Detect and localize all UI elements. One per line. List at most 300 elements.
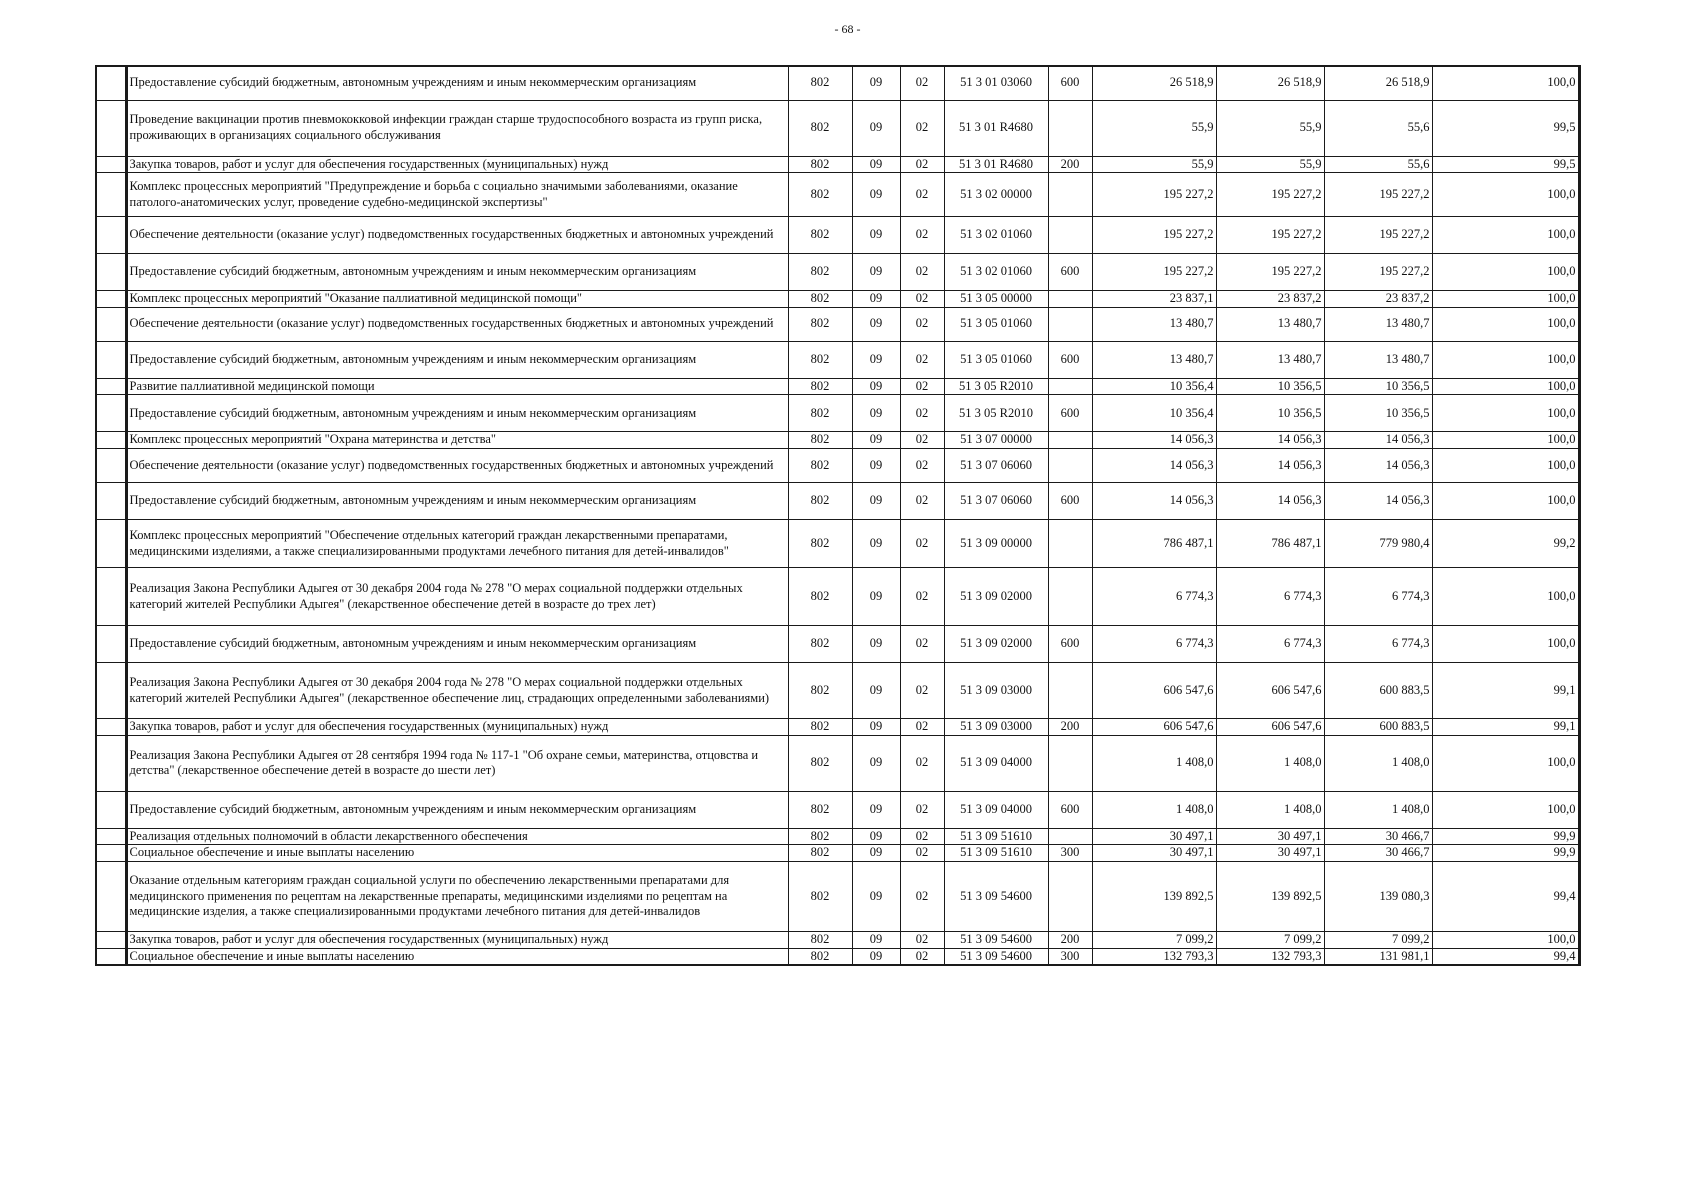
approved-amount: 1 408,0 — [1092, 735, 1216, 791]
section-code: 09 — [852, 378, 900, 395]
table-row — [96, 483, 1579, 520]
table-row — [96, 66, 1579, 100]
table-row — [96, 568, 1579, 626]
item-name: Обеспечение деятельности (оказание услуг) подведомственных государственных бюджетных и автономных учреждений — [126, 449, 788, 483]
target-article-code: 51 3 09 51610 — [944, 828, 1048, 845]
target-article-code: 51 3 05 R2010 — [944, 378, 1048, 395]
approved-amount: 195 227,2 — [1092, 173, 1216, 217]
execution-percent: 100,0 — [1432, 931, 1579, 948]
admin-code: 802 — [788, 483, 852, 520]
admin-code: 802 — [788, 931, 852, 948]
refined-amount: 195 227,2 — [1216, 173, 1324, 217]
item-name: Предоставление субсидий бюджетным, автономным учреждениям и иным некоммерческим организациям — [126, 483, 788, 520]
executed-amount: 6 774,3 — [1324, 568, 1432, 626]
subsection-code: 02 — [900, 663, 944, 719]
table-row — [96, 626, 1579, 663]
subsection-code: 02 — [900, 735, 944, 791]
item-name: Реализация Закона Республики Адыгея от 30 декабря 2004 года № 278 "О мерах социальной поддержки отдельных категорий жителей Республики Адыгея" (лекарственное обеспечение лиц, страдающих определенными заболеваниями) — [126, 663, 788, 719]
subsection-code: 02 — [900, 217, 944, 254]
expense-type-code: 200 — [1048, 156, 1092, 173]
subsection-code: 02 — [900, 66, 944, 100]
executed-amount: 55,6 — [1324, 100, 1432, 156]
admin-code: 802 — [788, 663, 852, 719]
approved-amount: 55,9 — [1092, 100, 1216, 156]
row-gutter — [96, 449, 126, 483]
row-gutter — [96, 378, 126, 395]
target-article-code: 51 3 07 06060 — [944, 483, 1048, 520]
item-name: Предоставление субсидий бюджетным, автономным учреждениям и иным некоммерческим организациям — [126, 254, 788, 291]
execution-percent: 100,0 — [1432, 395, 1579, 432]
table-row — [96, 254, 1579, 291]
table-row — [96, 432, 1579, 449]
table-row — [96, 449, 1579, 483]
section-code: 09 — [852, 735, 900, 791]
item-name: Закупка товаров, работ и услуг для обеспечения государственных (муниципальных) нужд — [126, 931, 788, 948]
row-gutter — [96, 735, 126, 791]
approved-amount: 6 774,3 — [1092, 568, 1216, 626]
refined-amount: 606 547,6 — [1216, 663, 1324, 719]
admin-code: 802 — [788, 845, 852, 862]
section-code: 09 — [852, 520, 900, 568]
refined-amount: 1 408,0 — [1216, 791, 1324, 828]
admin-code: 802 — [788, 156, 852, 173]
admin-code: 802 — [788, 378, 852, 395]
execution-percent: 99,4 — [1432, 948, 1579, 965]
table-row — [96, 156, 1579, 173]
executed-amount: 13 480,7 — [1324, 341, 1432, 378]
admin-code: 802 — [788, 395, 852, 432]
admin-code: 802 — [788, 520, 852, 568]
target-article-code: 51 3 09 51610 — [944, 845, 1048, 862]
section-code: 09 — [852, 663, 900, 719]
target-article-code: 51 3 02 01060 — [944, 254, 1048, 291]
target-article-code: 51 3 05 01060 — [944, 341, 1048, 378]
section-code: 09 — [852, 217, 900, 254]
execution-percent: 100,0 — [1432, 449, 1579, 483]
executed-amount: 1 408,0 — [1324, 735, 1432, 791]
expense-type-code — [1048, 520, 1092, 568]
section-code: 09 — [852, 395, 900, 432]
execution-percent: 100,0 — [1432, 735, 1579, 791]
row-gutter — [96, 66, 126, 100]
item-name: Комплекс процессных мероприятий "Обеспечение отдельных категорий граждан лекарственными препаратами, медицинскими изделиями, а также специализированными продуктами лечебного питания для детей-инвалидов" — [126, 520, 788, 568]
admin-code: 802 — [788, 568, 852, 626]
expense-type-code — [1048, 291, 1092, 308]
admin-code: 802 — [788, 217, 852, 254]
admin-code: 802 — [788, 432, 852, 449]
expense-type-code — [1048, 173, 1092, 217]
table-row — [96, 663, 1579, 719]
section-code: 09 — [852, 432, 900, 449]
execution-percent: 100,0 — [1432, 254, 1579, 291]
row-gutter — [96, 254, 126, 291]
admin-code: 802 — [788, 861, 852, 931]
approved-amount: 13 480,7 — [1092, 307, 1216, 341]
subsection-code: 02 — [900, 156, 944, 173]
section-code: 09 — [852, 791, 900, 828]
target-article-code: 51 3 09 04000 — [944, 791, 1048, 828]
subsection-code: 02 — [900, 395, 944, 432]
row-gutter — [96, 520, 126, 568]
target-article-code: 51 3 01 03060 — [944, 66, 1048, 100]
refined-amount: 13 480,7 — [1216, 341, 1324, 378]
subsection-code: 02 — [900, 931, 944, 948]
table-row — [96, 791, 1579, 828]
expense-type-code — [1048, 449, 1092, 483]
table-row — [96, 395, 1579, 432]
approved-amount: 132 793,3 — [1092, 948, 1216, 965]
expense-type-code: 600 — [1048, 341, 1092, 378]
executed-amount: 779 980,4 — [1324, 520, 1432, 568]
table-row — [96, 173, 1579, 217]
expense-type-code — [1048, 735, 1092, 791]
target-article-code: 51 3 02 01060 — [944, 217, 1048, 254]
executed-amount: 10 356,5 — [1324, 395, 1432, 432]
approved-amount: 14 056,3 — [1092, 449, 1216, 483]
target-article-code: 51 3 09 02000 — [944, 568, 1048, 626]
target-article-code: 51 3 05 01060 — [944, 307, 1048, 341]
execution-percent: 99,1 — [1432, 663, 1579, 719]
execution-percent: 99,5 — [1432, 100, 1579, 156]
execution-percent: 100,0 — [1432, 291, 1579, 308]
item-name: Предоставление субсидий бюджетным, автономным учреждениям и иным некоммерческим организациям — [126, 66, 788, 100]
table-row — [96, 828, 1579, 845]
target-article-code: 51 3 09 54600 — [944, 948, 1048, 965]
row-gutter — [96, 845, 126, 862]
expense-type-code — [1048, 100, 1092, 156]
executed-amount: 26 518,9 — [1324, 66, 1432, 100]
refined-amount: 55,9 — [1216, 156, 1324, 173]
item-name: Обеспечение деятельности (оказание услуг) подведомственных государственных бюджетных и автономных учреждений — [126, 307, 788, 341]
item-name: Предоставление субсидий бюджетным, автономным учреждениям и иным некоммерческим организациям — [126, 626, 788, 663]
table-row — [96, 719, 1579, 736]
row-gutter — [96, 217, 126, 254]
table-row — [96, 520, 1579, 568]
expense-type-code — [1048, 307, 1092, 341]
approved-amount: 6 774,3 — [1092, 626, 1216, 663]
approved-amount: 26 518,9 — [1092, 66, 1216, 100]
refined-amount: 786 487,1 — [1216, 520, 1324, 568]
approved-amount: 30 497,1 — [1092, 845, 1216, 862]
item-name: Развитие паллиативной медицинской помощи — [126, 378, 788, 395]
admin-code: 802 — [788, 828, 852, 845]
item-name: Социальное обеспечение и иные выплаты населению — [126, 948, 788, 965]
row-gutter — [96, 432, 126, 449]
executed-amount: 14 056,3 — [1324, 432, 1432, 449]
execution-percent: 100,0 — [1432, 341, 1579, 378]
table-row — [96, 378, 1579, 395]
section-code: 09 — [852, 845, 900, 862]
table-row — [96, 735, 1579, 791]
approved-amount: 195 227,2 — [1092, 254, 1216, 291]
refined-amount: 195 227,2 — [1216, 254, 1324, 291]
executed-amount: 195 227,2 — [1324, 173, 1432, 217]
subsection-code: 02 — [900, 449, 944, 483]
target-article-code: 51 3 01 R4680 — [944, 100, 1048, 156]
executed-amount: 6 774,3 — [1324, 626, 1432, 663]
item-name: Закупка товаров, работ и услуг для обеспечения государственных (муниципальных) нужд — [126, 156, 788, 173]
expense-type-code — [1048, 217, 1092, 254]
row-gutter — [96, 483, 126, 520]
approved-amount: 14 056,3 — [1092, 483, 1216, 520]
execution-percent: 100,0 — [1432, 568, 1579, 626]
item-name: Обеспечение деятельности (оказание услуг) подведомственных государственных бюджетных и автономных учреждений — [126, 217, 788, 254]
expense-type-code — [1048, 828, 1092, 845]
subsection-code: 02 — [900, 432, 944, 449]
section-code: 09 — [852, 568, 900, 626]
execution-percent: 100,0 — [1432, 791, 1579, 828]
approved-amount: 13 480,7 — [1092, 341, 1216, 378]
expense-type-code: 600 — [1048, 254, 1092, 291]
approved-amount: 606 547,6 — [1092, 663, 1216, 719]
row-gutter — [96, 663, 126, 719]
admin-code: 802 — [788, 307, 852, 341]
expense-type-code — [1048, 663, 1092, 719]
item-name: Предоставление субсидий бюджетным, автономным учреждениям и иным некоммерческим организациям — [126, 791, 788, 828]
subsection-code: 02 — [900, 948, 944, 965]
row-gutter — [96, 791, 126, 828]
execution-percent: 100,0 — [1432, 378, 1579, 395]
approved-amount: 1 408,0 — [1092, 791, 1216, 828]
refined-amount: 6 774,3 — [1216, 626, 1324, 663]
refined-amount: 30 497,1 — [1216, 845, 1324, 862]
expense-type-code — [1048, 432, 1092, 449]
expense-type-code: 600 — [1048, 483, 1092, 520]
refined-amount: 1 408,0 — [1216, 735, 1324, 791]
subsection-code: 02 — [900, 483, 944, 520]
subsection-code: 02 — [900, 100, 944, 156]
refined-amount: 6 774,3 — [1216, 568, 1324, 626]
subsection-code: 02 — [900, 520, 944, 568]
table-row — [96, 845, 1579, 862]
section-code: 09 — [852, 483, 900, 520]
refined-amount: 14 056,3 — [1216, 432, 1324, 449]
section-code: 09 — [852, 156, 900, 173]
refined-amount: 30 497,1 — [1216, 828, 1324, 845]
expense-type-code: 600 — [1048, 66, 1092, 100]
approved-amount: 23 837,1 — [1092, 291, 1216, 308]
executed-amount: 30 466,7 — [1324, 845, 1432, 862]
table-row — [96, 931, 1579, 948]
execution-percent: 100,0 — [1432, 217, 1579, 254]
table-row — [96, 217, 1579, 254]
budget-table — [95, 65, 1581, 966]
row-gutter — [96, 626, 126, 663]
expense-type-code: 300 — [1048, 845, 1092, 862]
item-name: Предоставление субсидий бюджетным, автономным учреждениям и иным некоммерческим организациям — [126, 395, 788, 432]
section-code: 09 — [852, 66, 900, 100]
row-gutter — [96, 568, 126, 626]
section-code: 09 — [852, 719, 900, 736]
admin-code: 802 — [788, 173, 852, 217]
refined-amount: 13 480,7 — [1216, 307, 1324, 341]
refined-amount: 26 518,9 — [1216, 66, 1324, 100]
executed-amount: 14 056,3 — [1324, 449, 1432, 483]
row-gutter — [96, 100, 126, 156]
executed-amount: 600 883,5 — [1324, 663, 1432, 719]
executed-amount: 23 837,2 — [1324, 291, 1432, 308]
executed-amount: 600 883,5 — [1324, 719, 1432, 736]
target-article-code: 51 3 05 00000 — [944, 291, 1048, 308]
expense-type-code: 200 — [1048, 931, 1092, 948]
admin-code: 802 — [788, 791, 852, 828]
executed-amount: 13 480,7 — [1324, 307, 1432, 341]
approved-amount: 14 056,3 — [1092, 432, 1216, 449]
item-name: Реализация отдельных полномочий в области лекарственного обеспечения — [126, 828, 788, 845]
item-name: Социальное обеспечение и иные выплаты населению — [126, 845, 788, 862]
target-article-code: 51 3 09 02000 — [944, 626, 1048, 663]
subsection-code: 02 — [900, 828, 944, 845]
executed-amount: 10 356,5 — [1324, 378, 1432, 395]
refined-amount: 10 356,5 — [1216, 395, 1324, 432]
admin-code: 802 — [788, 719, 852, 736]
item-name: Предоставление субсидий бюджетным, автономным учреждениям и иным некоммерческим организациям — [126, 341, 788, 378]
row-gutter — [96, 156, 126, 173]
admin-code: 802 — [788, 626, 852, 663]
executed-amount: 1 408,0 — [1324, 791, 1432, 828]
expense-type-code — [1048, 861, 1092, 931]
execution-percent: 100,0 — [1432, 483, 1579, 520]
section-code: 09 — [852, 100, 900, 156]
table-row — [96, 291, 1579, 308]
table-row — [96, 307, 1579, 341]
approved-amount: 139 892,5 — [1092, 861, 1216, 931]
table-row — [96, 948, 1579, 965]
subsection-code: 02 — [900, 568, 944, 626]
admin-code: 802 — [788, 254, 852, 291]
execution-percent: 99,1 — [1432, 719, 1579, 736]
section-code: 09 — [852, 861, 900, 931]
item-name: Комплекс процессных мероприятий "Охрана материнства и детства" — [126, 432, 788, 449]
table-row — [96, 861, 1579, 931]
subsection-code: 02 — [900, 845, 944, 862]
refined-amount: 55,9 — [1216, 100, 1324, 156]
executed-amount: 131 981,1 — [1324, 948, 1432, 965]
execution-percent: 100,0 — [1432, 307, 1579, 341]
subsection-code: 02 — [900, 173, 944, 217]
expense-type-code: 600 — [1048, 791, 1092, 828]
refined-amount: 7 099,2 — [1216, 931, 1324, 948]
item-name: Реализация Закона Республики Адыгея от 30 декабря 2004 года № 278 "О мерах социальной поддержки отдельных категорий жителей Республики Адыгея" (лекарственное обеспечение детей в возрасте до трех лет) — [126, 568, 788, 626]
admin-code: 802 — [788, 341, 852, 378]
target-article-code: 51 3 09 54600 — [944, 861, 1048, 931]
page-number: - 68 - — [834, 22, 861, 36]
target-article-code: 51 3 07 06060 — [944, 449, 1048, 483]
row-gutter — [96, 948, 126, 965]
row-gutter — [96, 861, 126, 931]
expense-type-code — [1048, 378, 1092, 395]
executed-amount: 195 227,2 — [1324, 217, 1432, 254]
admin-code: 802 — [788, 100, 852, 156]
target-article-code: 51 3 07 00000 — [944, 432, 1048, 449]
refined-amount: 23 837,2 — [1216, 291, 1324, 308]
row-gutter — [96, 395, 126, 432]
target-article-code: 51 3 09 00000 — [944, 520, 1048, 568]
executed-amount: 7 099,2 — [1324, 931, 1432, 948]
expense-type-code: 600 — [1048, 626, 1092, 663]
row-gutter — [96, 828, 126, 845]
target-article-code: 51 3 09 03000 — [944, 663, 1048, 719]
item-name: Проведение вакцинации против пневмококковой инфекции граждан старше трудоспособного возраста из групп риска, проживающих в организациях социального обслуживания — [126, 100, 788, 156]
subsection-code: 02 — [900, 378, 944, 395]
section-code: 09 — [852, 948, 900, 965]
admin-code: 802 — [788, 735, 852, 791]
row-gutter — [96, 173, 126, 217]
approved-amount: 55,9 — [1092, 156, 1216, 173]
section-code: 09 — [852, 307, 900, 341]
item-name: Оказание отдельным категориям граждан социальной услуги по обеспечению лекарственными препаратами для медицинского применения по рецептам на лекарственные препараты, медицинскими изделиями по рецептам на медицинские изделия, а также специализированными продуктами лечебного питания для детей-инвалидов — [126, 861, 788, 931]
subsection-code: 02 — [900, 307, 944, 341]
approved-amount: 195 227,2 — [1092, 217, 1216, 254]
execution-percent: 99,9 — [1432, 828, 1579, 845]
executed-amount: 139 080,3 — [1324, 861, 1432, 931]
target-article-code: 51 3 09 04000 — [944, 735, 1048, 791]
execution-percent: 100,0 — [1432, 173, 1579, 217]
execution-percent: 99,9 — [1432, 845, 1579, 862]
subsection-code: 02 — [900, 626, 944, 663]
approved-amount: 786 487,1 — [1092, 520, 1216, 568]
executed-amount: 14 056,3 — [1324, 483, 1432, 520]
section-code: 09 — [852, 341, 900, 378]
execution-percent: 100,0 — [1432, 432, 1579, 449]
executed-amount: 55,6 — [1324, 156, 1432, 173]
target-article-code: 51 3 01 R4680 — [944, 156, 1048, 173]
row-gutter — [96, 291, 126, 308]
refined-amount: 195 227,2 — [1216, 217, 1324, 254]
section-code: 09 — [852, 449, 900, 483]
executed-amount: 30 466,7 — [1324, 828, 1432, 845]
section-code: 09 — [852, 626, 900, 663]
row-gutter — [96, 307, 126, 341]
item-name: Реализация Закона Республики Адыгея от 28 сентября 1994 года № 117-1 "Об охране семьи, материнства, отцовства и детства" (лекарственное обеспечение детей в возрасте до шести лет) — [126, 735, 788, 791]
refined-amount: 14 056,3 — [1216, 449, 1324, 483]
execution-percent: 100,0 — [1432, 626, 1579, 663]
target-article-code: 51 3 09 03000 — [944, 719, 1048, 736]
section-code: 09 — [852, 828, 900, 845]
refined-amount: 14 056,3 — [1216, 483, 1324, 520]
approved-amount: 606 547,6 — [1092, 719, 1216, 736]
table-row — [96, 341, 1579, 378]
target-article-code: 51 3 05 R2010 — [944, 395, 1048, 432]
subsection-code: 02 — [900, 719, 944, 736]
target-article-code: 51 3 02 00000 — [944, 173, 1048, 217]
expense-type-code: 300 — [1048, 948, 1092, 965]
section-code: 09 — [852, 291, 900, 308]
row-gutter — [96, 719, 126, 736]
subsection-code: 02 — [900, 861, 944, 931]
approved-amount: 30 497,1 — [1092, 828, 1216, 845]
item-name: Комплекс процессных мероприятий "Предупреждение и борьба с социально значимыми заболеваниями, оказание патолого-анатомических услуг, проведение судебно-медицинской экспертизы" — [126, 173, 788, 217]
refined-amount: 10 356,5 — [1216, 378, 1324, 395]
subsection-code: 02 — [900, 791, 944, 828]
subsection-code: 02 — [900, 341, 944, 378]
executed-amount: 195 227,2 — [1324, 254, 1432, 291]
execution-percent: 99,5 — [1432, 156, 1579, 173]
approved-amount: 10 356,4 — [1092, 395, 1216, 432]
execution-percent: 99,2 — [1432, 520, 1579, 568]
refined-amount: 132 793,3 — [1216, 948, 1324, 965]
section-code: 09 — [852, 931, 900, 948]
section-code: 09 — [852, 173, 900, 217]
expense-type-code — [1048, 568, 1092, 626]
execution-percent: 100,0 — [1432, 66, 1579, 100]
admin-code: 802 — [788, 948, 852, 965]
expense-type-code: 200 — [1048, 719, 1092, 736]
execution-percent: 99,4 — [1432, 861, 1579, 931]
item-name: Комплекс процессных мероприятий "Оказание паллиативной медицинской помощи" — [126, 291, 788, 308]
refined-amount: 606 547,6 — [1216, 719, 1324, 736]
subsection-code: 02 — [900, 254, 944, 291]
